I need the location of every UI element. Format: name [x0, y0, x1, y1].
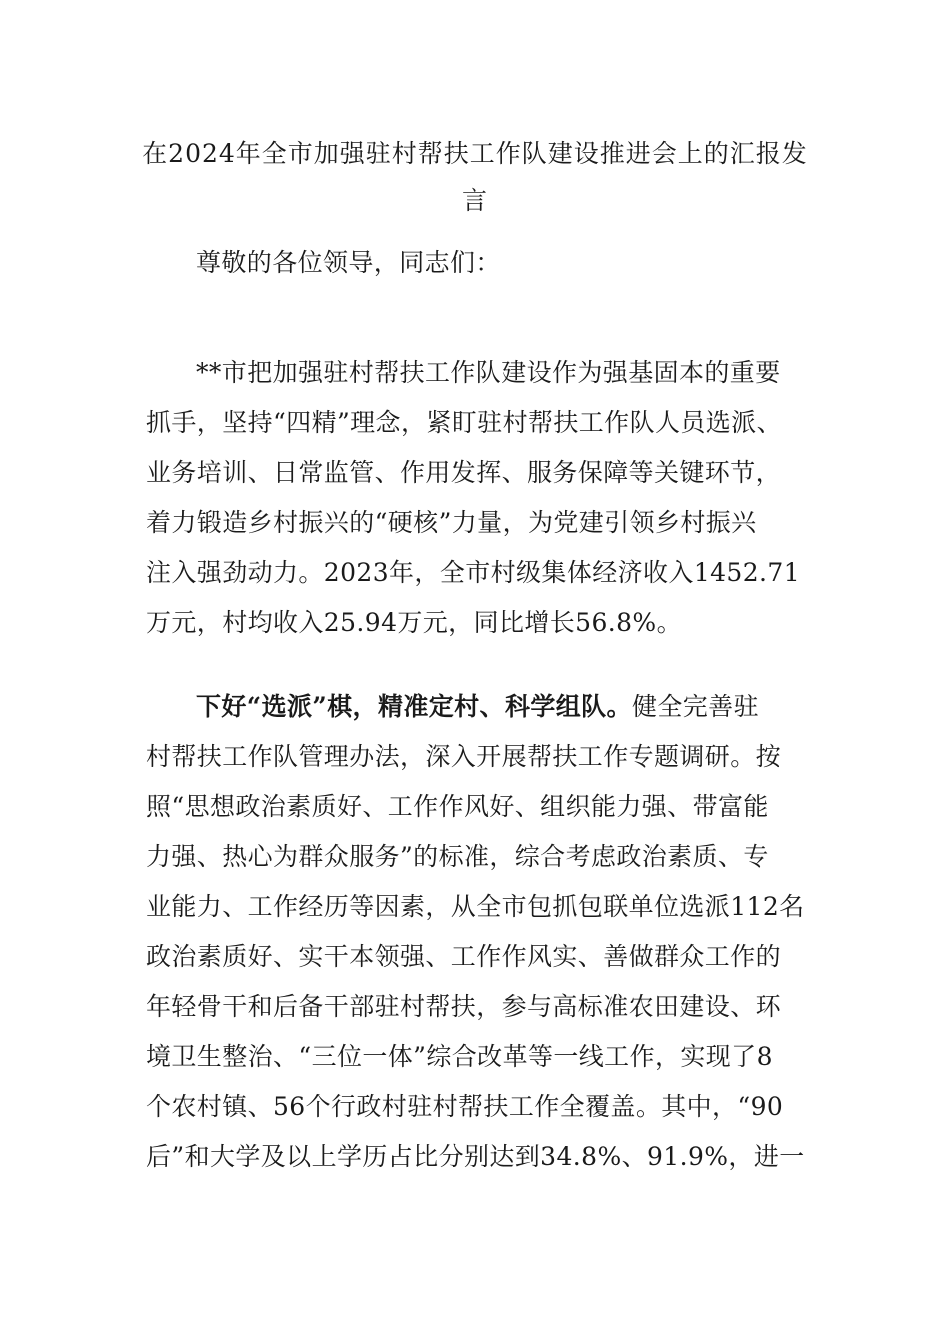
title-line-2: 言	[461, 186, 488, 215]
document-title	[140, 130, 810, 224]
paragraph-1	[146, 348, 816, 648]
paragraph-2-first-rest: 健全完善驻	[631, 692, 759, 721]
paragraph-2-line: 后”和大学及以上学历占比分别达到34.8%、91.9%，进一	[146, 1142, 805, 1171]
paragraph-2	[146, 682, 816, 1182]
paragraph-2-line: 个农村镇、56个行政村驻村帮扶工作全覆盖。其中，“90	[146, 1092, 784, 1121]
paragraph-1-line: 业务培训、日常监管、作用发挥、服务保障等关键环节，	[146, 458, 782, 487]
paragraph-1-line: 万元，村均收入25.94万元，同比增长56.8%。	[146, 608, 682, 637]
paragraph-2-line: 年轻骨干和后备干部驻村帮扶，参与高标准农田建设、环	[146, 992, 782, 1021]
paragraph-1-line: 抓手，坚持“四精”理念，紧盯驻村帮扶工作队人员选派、	[146, 408, 782, 437]
title-line-1: 在2024年全市加强驻村帮扶工作队建设推进会上的汇报发	[142, 139, 808, 168]
salutation	[146, 238, 816, 288]
paragraph-2-line: 力强、热心为群众服务”的标准，综合考虑政治素质、专	[146, 842, 769, 871]
paragraph-2-line: 政治素质好、实干本领强、工作作风实、善做群众工作的	[146, 942, 782, 971]
paragraph-2-first-line	[146, 682, 816, 732]
paragraph-1-line: **市把加强驻村帮扶工作队建设作为强基固本的重要	[196, 358, 781, 387]
paragraph-1-line: 注入强劲动力。2023年，全市村级集体经济收入1452.71	[146, 558, 801, 587]
paragraph-1-line: 着力锻造乡村振兴的“硬核”力量，为党建引领乡村振兴	[146, 508, 757, 537]
paragraph-2-line: 业能力、工作经历等因素，从全市包抓包联单位选派112名	[146, 892, 805, 921]
paragraph-2-line: 境卫生整治、“三位一体”综合改革等一线工作，实现了8	[146, 1042, 773, 1071]
paragraph-2-heading: 下好“选派”棋，精准定村、科学组队。	[196, 692, 632, 721]
paragraph-2-line: 照“思想政治素质好、工作作风好、组织能力强、带富能	[146, 792, 769, 821]
paragraph-2-line: 村帮扶工作队管理办法，深入开展帮扶工作专题调研。按	[146, 742, 782, 771]
salutation-text: 尊敬的各位领导，同志们：	[196, 248, 501, 277]
